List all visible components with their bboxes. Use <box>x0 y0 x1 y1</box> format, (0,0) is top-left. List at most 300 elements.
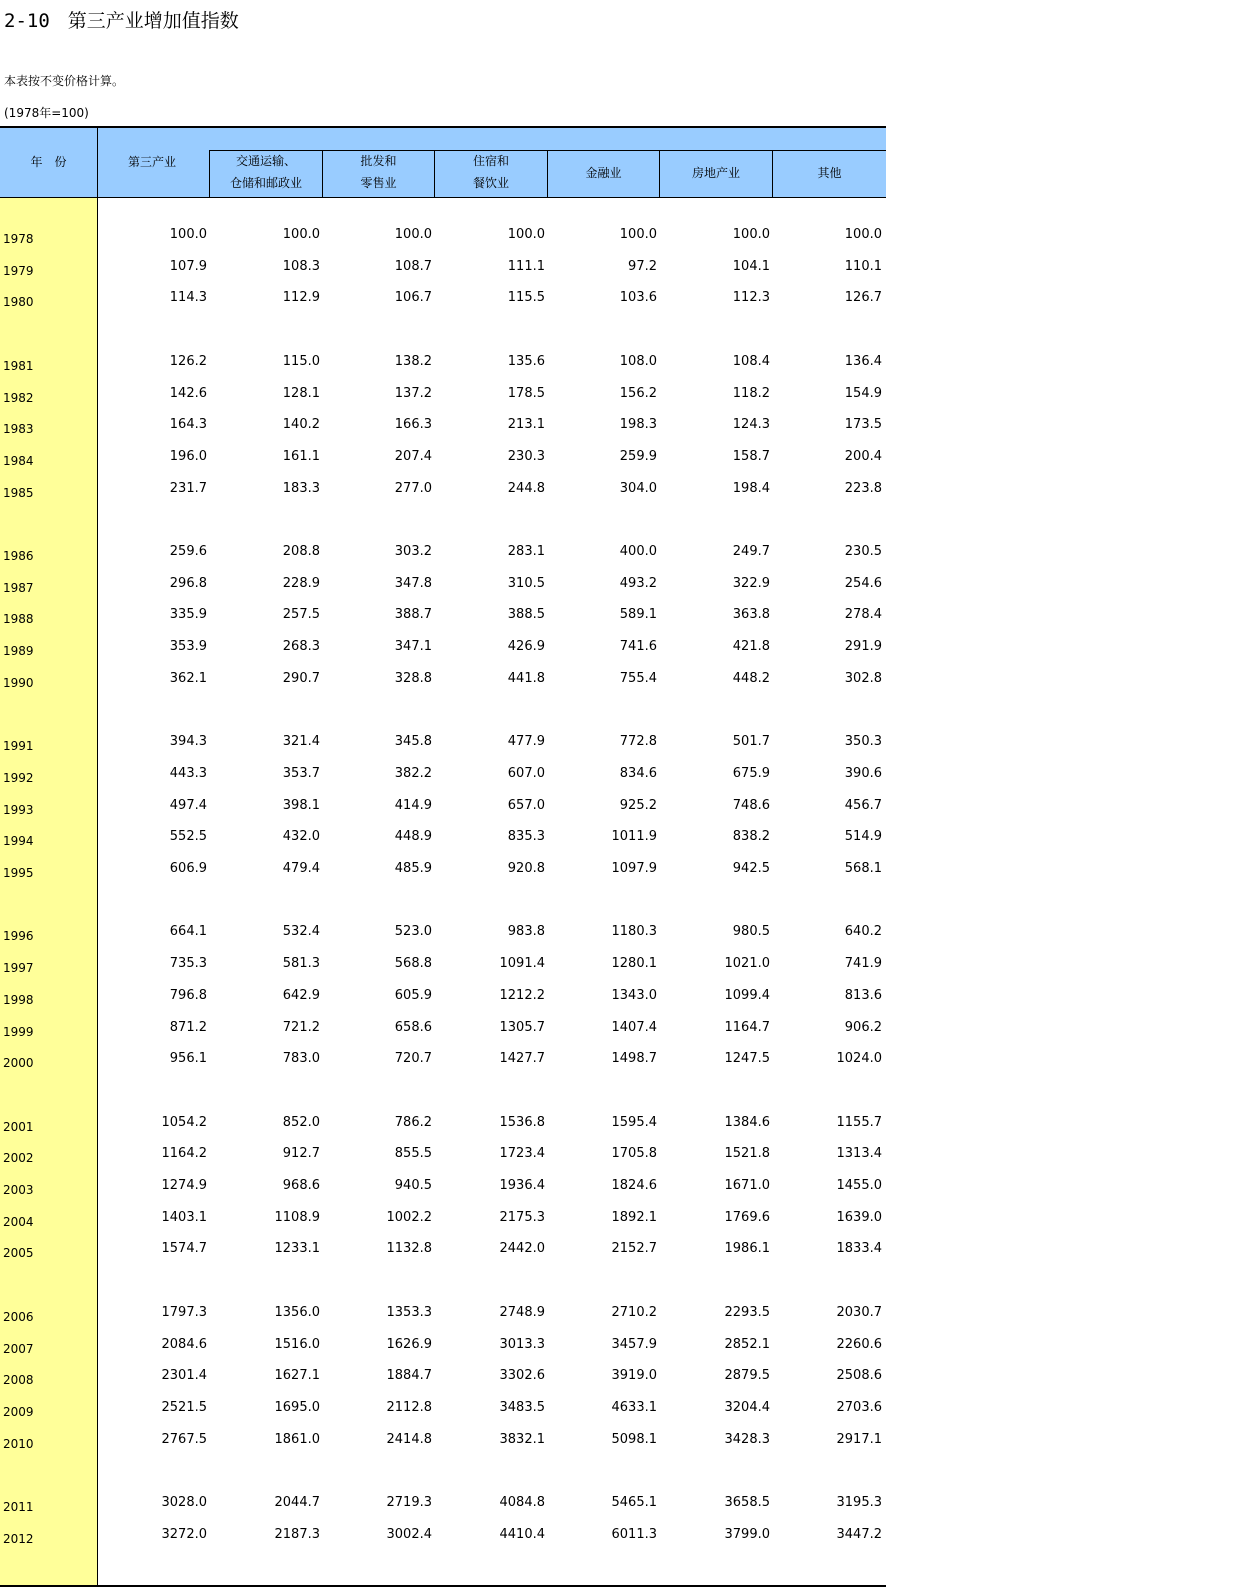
row-year: 1995 <box>3 866 34 880</box>
row-value: 485.9 <box>394 861 432 876</box>
row-year: 1985 <box>3 485 34 500</box>
row-value: 1695.0 <box>274 1399 320 1415</box>
row-value: 115.5 <box>507 290 545 306</box>
row-value: 1498.7 <box>611 1051 657 1067</box>
row-value: 111.1 <box>507 258 545 274</box>
table-row <box>0 1305 886 1325</box>
row-value: 2044.7 <box>274 1495 320 1510</box>
row-year: 1997 <box>3 961 34 976</box>
row-value: 448.9 <box>394 829 432 845</box>
row-value: 283.1 <box>507 544 545 559</box>
row-value: 231.7 <box>169 480 207 496</box>
table-row <box>0 639 886 659</box>
table-row <box>0 861 886 881</box>
year-column-divider <box>97 128 98 1585</box>
row-year: 1984 <box>3 453 34 468</box>
row-value: 813.6 <box>844 987 882 1003</box>
row-value: 741.6 <box>619 639 657 655</box>
row-value: 382.2 <box>394 765 432 781</box>
table-row <box>0 1400 886 1420</box>
row-value: 748.6 <box>732 797 770 813</box>
row-value: 942.5 <box>732 861 770 876</box>
row-value: 296.8 <box>169 575 207 591</box>
row-value: 523.0 <box>394 924 432 940</box>
row-value: 720.7 <box>394 1051 432 1067</box>
row-year: 1980 <box>3 295 34 310</box>
row-value: 1595.4 <box>611 1114 657 1130</box>
row-year: 1978 <box>3 232 34 246</box>
table-row <box>0 734 886 754</box>
header-transport-line1: 交通运输、 <box>235 154 296 168</box>
row-value: 249.7 <box>732 544 770 559</box>
row-value: 1164.2 <box>161 1146 207 1162</box>
row-value: 605.9 <box>394 987 432 1003</box>
row-value: 291.9 <box>844 639 882 655</box>
header-tertiary <box>98 151 209 173</box>
row-value: 1108.9 <box>274 1209 320 1225</box>
header-finance: 金融业 <box>585 166 622 180</box>
header-year: 年 份 <box>30 155 67 169</box>
row-value: 657.0 <box>507 797 545 813</box>
row-value: 1353.3 <box>386 1304 432 1320</box>
row-year: 1998 <box>3 992 34 1007</box>
row-year: 1982 <box>3 390 34 405</box>
row-value: 796.8 <box>169 987 207 1003</box>
row-value: 2152.7 <box>611 1241 657 1257</box>
row-value: 3799.0 <box>724 1526 770 1542</box>
header-wholesale-line1: 批发和 <box>360 154 397 168</box>
row-value: 1627.1 <box>274 1368 320 1384</box>
row-value: 2030.7 <box>836 1304 882 1320</box>
row-value: 664.1 <box>169 924 207 940</box>
table-row <box>0 481 886 501</box>
table-row <box>0 417 886 437</box>
row-value: 426.9 <box>507 639 545 655</box>
row-year: 1990 <box>3 675 34 690</box>
row-value: 156.2 <box>619 385 657 401</box>
row-value: 207.4 <box>394 448 432 464</box>
row-value: 112.9 <box>282 290 320 306</box>
row-value: 1407.4 <box>611 1019 657 1035</box>
row-value: 1097.9 <box>611 861 657 876</box>
row-value: 589.1 <box>619 607 657 623</box>
row-value: 128.1 <box>282 385 320 401</box>
row-value: 2767.5 <box>161 1431 207 1447</box>
row-value: 277.0 <box>394 480 432 496</box>
row-value: 126.2 <box>169 353 207 369</box>
row-value: 100.0 <box>619 227 657 242</box>
row-value: 2508.6 <box>836 1368 882 1384</box>
row-value: 321.4 <box>282 734 320 750</box>
row-value: 940.5 <box>394 1178 432 1193</box>
page-title <box>4 6 239 33</box>
row-value: 568.1 <box>844 861 882 876</box>
row-value: 126.7 <box>844 290 882 306</box>
row-value: 112.3 <box>732 290 770 306</box>
row-year: 1999 <box>3 1024 34 1039</box>
row-value: 786.2 <box>394 1114 432 1130</box>
row-value: 398.1 <box>282 797 320 813</box>
table-row <box>0 1527 886 1547</box>
row-value: 388.7 <box>394 607 432 623</box>
row-year: 2008 <box>3 1373 34 1388</box>
table-row <box>0 290 886 310</box>
row-year: 2000 <box>3 1056 34 1071</box>
row-value: 100.0 <box>844 227 882 242</box>
row-value: 838.2 <box>732 829 770 845</box>
row-year: 2005 <box>3 1246 34 1261</box>
row-value: 353.9 <box>169 639 207 655</box>
row-value: 1091.4 <box>499 956 545 972</box>
row-value: 479.4 <box>282 861 320 876</box>
table-row <box>0 544 886 564</box>
table-row <box>0 1178 886 1198</box>
row-value: 302.8 <box>844 670 882 686</box>
row-value: 532.4 <box>282 924 320 940</box>
row-value: 432.0 <box>282 829 320 845</box>
table-row <box>0 386 886 406</box>
row-value: 104.1 <box>732 258 770 274</box>
table-row <box>0 1337 886 1357</box>
row-value: 925.2 <box>619 797 657 813</box>
header-transport-line2: 仓储和邮政业 <box>229 176 302 190</box>
row-value: 835.3 <box>507 829 545 845</box>
row-value: 183.3 <box>282 480 320 496</box>
row-value: 956.1 <box>169 1051 207 1067</box>
row-value: 443.3 <box>169 765 207 781</box>
row-value: 735.3 <box>169 956 207 972</box>
row-value: 140.2 <box>282 417 320 433</box>
row-value: 3483.5 <box>499 1399 545 1415</box>
table-row <box>0 766 886 786</box>
row-value: 1247.5 <box>724 1051 770 1067</box>
row-value: 254.6 <box>844 575 882 591</box>
row-value: 501.7 <box>732 734 770 750</box>
row-value: 1639.0 <box>836 1209 882 1225</box>
row-value: 2187.3 <box>274 1526 320 1542</box>
row-value: 3447.2 <box>836 1526 882 1542</box>
row-value: 2175.3 <box>499 1209 545 1225</box>
row-value: 1384.6 <box>724 1114 770 1130</box>
row-year: 2001 <box>3 1119 34 1134</box>
row-value: 290.7 <box>282 670 320 686</box>
row-value: 259.6 <box>169 544 207 559</box>
table-bottom-rule <box>0 1585 886 1587</box>
row-value: 3832.1 <box>499 1431 545 1447</box>
row-value: 400.0 <box>619 544 657 559</box>
row-value: 4084.8 <box>499 1495 545 1510</box>
row-value: 477.9 <box>507 734 545 750</box>
row-value: 136.4 <box>844 353 882 369</box>
table-row <box>0 798 886 818</box>
row-year: 2011 <box>3 1500 34 1514</box>
row-year: 1979 <box>3 263 34 278</box>
row-value: 166.3 <box>394 417 432 433</box>
row-value: 108.7 <box>394 258 432 274</box>
row-value: 607.0 <box>507 765 545 781</box>
row-year: 2004 <box>3 1214 34 1229</box>
row-value: 2084.6 <box>161 1336 207 1352</box>
row-value: 4633.1 <box>611 1399 657 1415</box>
row-value: 1797.3 <box>161 1304 207 1320</box>
row-year: 2009 <box>3 1404 34 1419</box>
row-value: 259.9 <box>619 448 657 464</box>
row-year: 1992 <box>3 770 34 785</box>
row-value: 3428.3 <box>724 1431 770 1447</box>
table-row <box>0 227 886 247</box>
row-value: 173.5 <box>844 417 882 433</box>
row-year: 1987 <box>3 580 34 595</box>
row-value: 1936.4 <box>499 1178 545 1193</box>
table-row <box>0 1210 886 1230</box>
row-value: 347.8 <box>394 575 432 591</box>
row-value: 1280.1 <box>611 956 657 972</box>
row-value: 2112.8 <box>386 1399 432 1415</box>
row-value: 2917.1 <box>836 1431 882 1447</box>
row-value: 328.8 <box>394 670 432 686</box>
row-value: 138.2 <box>394 353 432 369</box>
row-year: 1996 <box>3 929 34 944</box>
header-transport <box>210 150 322 194</box>
table-row <box>0 1432 886 1452</box>
row-value: 983.8 <box>507 924 545 940</box>
row-value: 1054.2 <box>161 1114 207 1130</box>
row-value: 441.8 <box>507 670 545 686</box>
row-value: 322.9 <box>732 575 770 591</box>
row-value: 394.3 <box>169 734 207 750</box>
row-value: 1305.7 <box>499 1019 545 1035</box>
table-row <box>0 1146 886 1166</box>
row-year: 1983 <box>3 422 34 437</box>
row-year: 2006 <box>3 1309 34 1324</box>
row-value: 2879.5 <box>724 1368 770 1384</box>
table-number: 2-10 <box>4 10 50 32</box>
row-value: 5098.1 <box>611 1431 657 1447</box>
row-value: 97.2 <box>628 258 657 274</box>
row-value: 345.8 <box>394 734 432 750</box>
row-value: 1536.8 <box>499 1114 545 1130</box>
row-value: 675.9 <box>732 765 770 781</box>
row-value: 783.0 <box>282 1051 320 1067</box>
table-row <box>0 449 886 469</box>
row-value: 278.4 <box>844 607 882 623</box>
row-value: 114.3 <box>169 290 207 306</box>
row-value: 198.3 <box>619 417 657 433</box>
row-value: 2293.5 <box>724 1304 770 1320</box>
row-value: 3658.5 <box>724 1495 770 1510</box>
row-value: 2703.6 <box>836 1399 882 1415</box>
table-row <box>0 956 886 976</box>
row-value: 642.9 <box>282 987 320 1003</box>
row-value: 335.9 <box>169 607 207 623</box>
row-year: 2012 <box>3 1531 34 1546</box>
row-value: 920.8 <box>507 861 545 876</box>
row-year: 2003 <box>3 1183 34 1197</box>
row-value: 115.0 <box>282 353 320 369</box>
row-value: 1986.1 <box>724 1241 770 1257</box>
row-value: 2301.4 <box>161 1368 207 1384</box>
header-wholesale-line2: 零售业 <box>360 176 397 190</box>
row-value: 135.6 <box>507 353 545 369</box>
row-value: 100.0 <box>394 227 432 242</box>
row-value: 493.2 <box>619 575 657 591</box>
row-value: 456.7 <box>844 797 882 813</box>
row-value: 198.4 <box>732 480 770 496</box>
row-value: 1892.1 <box>611 1209 657 1225</box>
row-value: 107.9 <box>169 258 207 274</box>
row-value: 3195.3 <box>836 1495 882 1510</box>
row-value: 2852.1 <box>724 1336 770 1352</box>
row-value: 2719.3 <box>386 1495 432 1510</box>
table-row <box>0 924 886 944</box>
row-value: 3028.0 <box>161 1495 207 1510</box>
row-value: 100.0 <box>507 227 545 242</box>
row-value: 5465.1 <box>611 1495 657 1510</box>
row-value: 1705.8 <box>611 1146 657 1162</box>
row-value: 353.7 <box>282 765 320 781</box>
table-row <box>0 607 886 627</box>
row-value: 310.5 <box>507 575 545 591</box>
base-year-note: (1978年=100) <box>4 106 89 120</box>
row-value: 100.0 <box>169 227 207 242</box>
row-value: 871.2 <box>169 1019 207 1035</box>
row-value: 1833.4 <box>836 1241 882 1257</box>
row-value: 200.4 <box>844 448 882 464</box>
row-value: 3204.4 <box>724 1399 770 1415</box>
row-value: 1132.8 <box>386 1241 432 1257</box>
row-value: 1313.4 <box>836 1146 882 1162</box>
row-value: 196.0 <box>169 448 207 464</box>
row-value: 350.3 <box>844 734 882 750</box>
row-value: 1180.3 <box>611 924 657 940</box>
row-value: 1427.7 <box>499 1051 545 1067</box>
row-value: 1521.8 <box>724 1146 770 1162</box>
row-value: 1164.7 <box>724 1019 770 1035</box>
row-value: 154.9 <box>844 385 882 401</box>
row-value: 968.6 <box>282 1178 320 1193</box>
row-year: 1981 <box>3 358 34 373</box>
table-row <box>0 259 886 279</box>
row-value: 906.2 <box>844 1019 882 1035</box>
row-value: 142.6 <box>169 385 207 401</box>
row-value: 244.8 <box>507 480 545 496</box>
table-row <box>0 1115 886 1135</box>
row-value: 1233.1 <box>274 1241 320 1257</box>
row-value: 1011.9 <box>611 829 657 845</box>
row-value: 2414.8 <box>386 1431 432 1447</box>
row-value: 2521.5 <box>161 1399 207 1415</box>
row-year: 2010 <box>3 1436 34 1451</box>
row-value: 2748.9 <box>499 1304 545 1320</box>
table-row <box>0 671 886 691</box>
row-value: 161.1 <box>282 448 320 464</box>
row-year: 2002 <box>3 1151 34 1166</box>
row-value: 414.9 <box>394 797 432 813</box>
row-value: 2710.2 <box>611 1304 657 1320</box>
row-year: 2007 <box>3 1341 34 1356</box>
table-row <box>0 988 886 1008</box>
row-value: 721.2 <box>282 1019 320 1035</box>
row-value: 390.6 <box>844 765 882 781</box>
row-value: 1024.0 <box>836 1051 882 1067</box>
row-value: 257.5 <box>282 607 320 623</box>
row-value: 137.2 <box>394 385 432 401</box>
row-value: 640.2 <box>844 924 882 940</box>
row-value: 552.5 <box>169 829 207 845</box>
row-value: 1723.4 <box>499 1146 545 1162</box>
row-value: 852.0 <box>282 1114 320 1130</box>
row-value: 772.8 <box>619 734 657 750</box>
header-tertiary-label: 第三产业 <box>128 155 177 169</box>
row-value: 1021.0 <box>724 956 770 972</box>
row-value: 347.1 <box>394 639 432 655</box>
pricing-note: 本表按不变价格计算。 <box>4 74 125 88</box>
table-row <box>0 354 886 374</box>
table-row <box>0 1241 886 1261</box>
row-value: 834.6 <box>619 765 657 781</box>
row-value: 4410.4 <box>499 1526 545 1542</box>
table-row <box>0 829 886 849</box>
row-value: 228.9 <box>282 575 320 591</box>
row-value: 980.5 <box>732 924 770 940</box>
row-value: 1884.7 <box>386 1368 432 1384</box>
row-value: 2442.0 <box>499 1241 545 1257</box>
table-row <box>0 576 886 596</box>
row-value: 118.2 <box>732 385 770 401</box>
row-value: 1455.0 <box>836 1178 882 1193</box>
row-value: 108.4 <box>732 353 770 369</box>
row-value: 448.2 <box>732 670 770 686</box>
row-value: 1861.0 <box>274 1431 320 1447</box>
row-value: 108.0 <box>619 353 657 369</box>
row-value: 1099.4 <box>724 987 770 1003</box>
header-other: 其他 <box>817 166 842 180</box>
row-value: 363.8 <box>732 607 770 623</box>
row-value: 3002.4 <box>386 1526 432 1542</box>
row-value: 100.0 <box>732 227 770 242</box>
row-value: 2260.6 <box>836 1336 882 1352</box>
table-title: 第三产业增加值指数 <box>67 10 239 32</box>
row-value: 213.1 <box>507 417 545 433</box>
row-value: 855.5 <box>394 1146 432 1162</box>
row-value: 658.6 <box>394 1019 432 1035</box>
row-value: 208.8 <box>282 544 320 559</box>
row-value: 1212.2 <box>499 987 545 1003</box>
header-hotel-line1: 住宿和 <box>472 154 509 168</box>
table-row <box>0 1368 886 1388</box>
row-value: 388.5 <box>507 607 545 623</box>
header-realestate: 房地产业 <box>691 166 740 180</box>
row-value: 1002.2 <box>386 1209 432 1225</box>
row-value: 164.3 <box>169 417 207 433</box>
index-table <box>0 126 886 1587</box>
row-value: 1516.0 <box>274 1336 320 1352</box>
row-value: 6011.3 <box>611 1526 657 1542</box>
row-value: 1356.0 <box>274 1304 320 1320</box>
row-value: 1626.9 <box>386 1336 432 1352</box>
header-hotel <box>435 150 547 194</box>
row-year: 1993 <box>3 802 34 817</box>
row-value: 421.8 <box>732 639 770 655</box>
row-year: 1991 <box>3 739 34 754</box>
row-value: 268.3 <box>282 639 320 655</box>
row-value: 103.6 <box>619 290 657 306</box>
row-value: 1574.7 <box>161 1241 207 1257</box>
row-value: 1274.9 <box>161 1178 207 1193</box>
row-value: 912.7 <box>282 1146 320 1162</box>
row-value: 606.9 <box>169 861 207 876</box>
row-value: 100.0 <box>282 227 320 242</box>
